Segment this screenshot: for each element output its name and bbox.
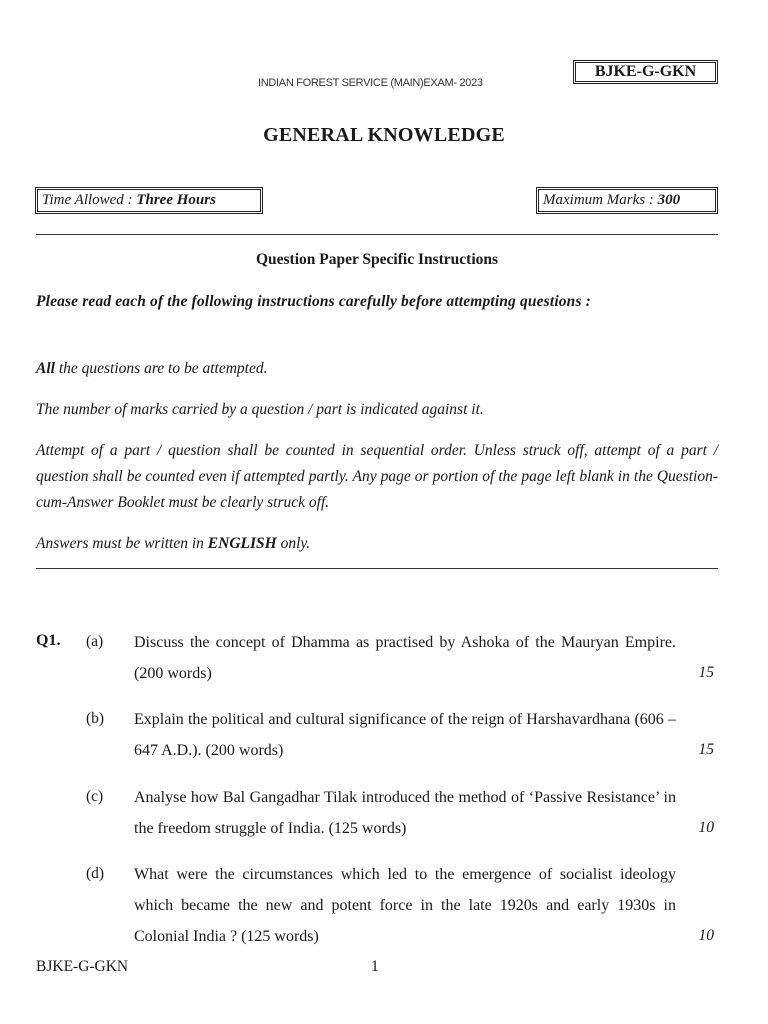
instructions-lead: Please read each of the following instructions carefully before attempting questions :	[36, 293, 591, 310]
paper-code-box	[573, 60, 718, 84]
divider-bottom	[36, 568, 718, 569]
page-number: 1	[371, 958, 379, 975]
part-marks: 15	[698, 741, 714, 758]
part-marks: 10	[698, 927, 714, 944]
part-text: What were the circumstances which led to the emergence of socialist ideology which became the new and potent force in the late 1920s and early 1930s in Colonial India ? (125 words)	[134, 866, 676, 945]
maximum-marks-box	[536, 187, 718, 214]
instruction-marks-note: The number of marks carried by a question / part is indicated against it.	[36, 401, 484, 418]
instruction-all-questions: All the questions are to be attempted.	[36, 360, 268, 377]
part-marks: 15	[698, 664, 714, 681]
time-allowed-box	[35, 187, 263, 214]
time-label: Time Allowed :	[42, 192, 137, 208]
part-letter: (a)	[86, 633, 104, 650]
part-marks: 10	[698, 819, 714, 836]
part-letter: (b)	[86, 710, 105, 727]
instructions-heading: Question Paper Specific Instructions	[255, 251, 499, 268]
instruction-language: Answers must be written in ENGLISH only.	[36, 535, 311, 552]
paper-title: GENERAL KNOWLEDGE	[263, 124, 505, 146]
paper-code: BJKE-G-GKN	[575, 62, 716, 82]
divider-top	[36, 234, 718, 235]
part-text: Explain the political and cultural significance of the reign of Harshavardhana (606 – 647 A.D.). (200 words)	[134, 711, 676, 759]
part-letter: (d)	[86, 865, 105, 882]
instruction-sequential-note: Attempt of a part / question shall be counted in sequential order. Unless struck off, attempt of a part / question shall be counted even if attempted partly. Any page or portion of the page left blank in the Question-cum-Answer Booklet must be clearly struck off.	[36, 442, 718, 511]
all-bold: All	[36, 360, 55, 377]
footer-paper-code: BJKE-G-GKN	[36, 958, 129, 975]
part-text: Analyse how Bal Gangadhar Tilak introduced the method of ‘Passive Resistance’ in the freedom struggle of India. (125 words)	[134, 789, 676, 837]
question-label: Q1.	[36, 632, 61, 649]
language-bold: ENGLISH	[207, 535, 277, 552]
marks-value: 300	[657, 192, 681, 208]
marks-label: Maximum Marks :	[543, 192, 658, 208]
part-letter: (c)	[86, 788, 104, 805]
time-value: Three Hours	[136, 192, 216, 208]
part-text: Discuss the concept of Dhamma as practised by Ashoka of the Mauryan Empire. (200 words)	[134, 634, 676, 682]
exam-header: INDIAN FOREST SERVICE (MAIN)EXAM- 2023	[258, 77, 483, 89]
